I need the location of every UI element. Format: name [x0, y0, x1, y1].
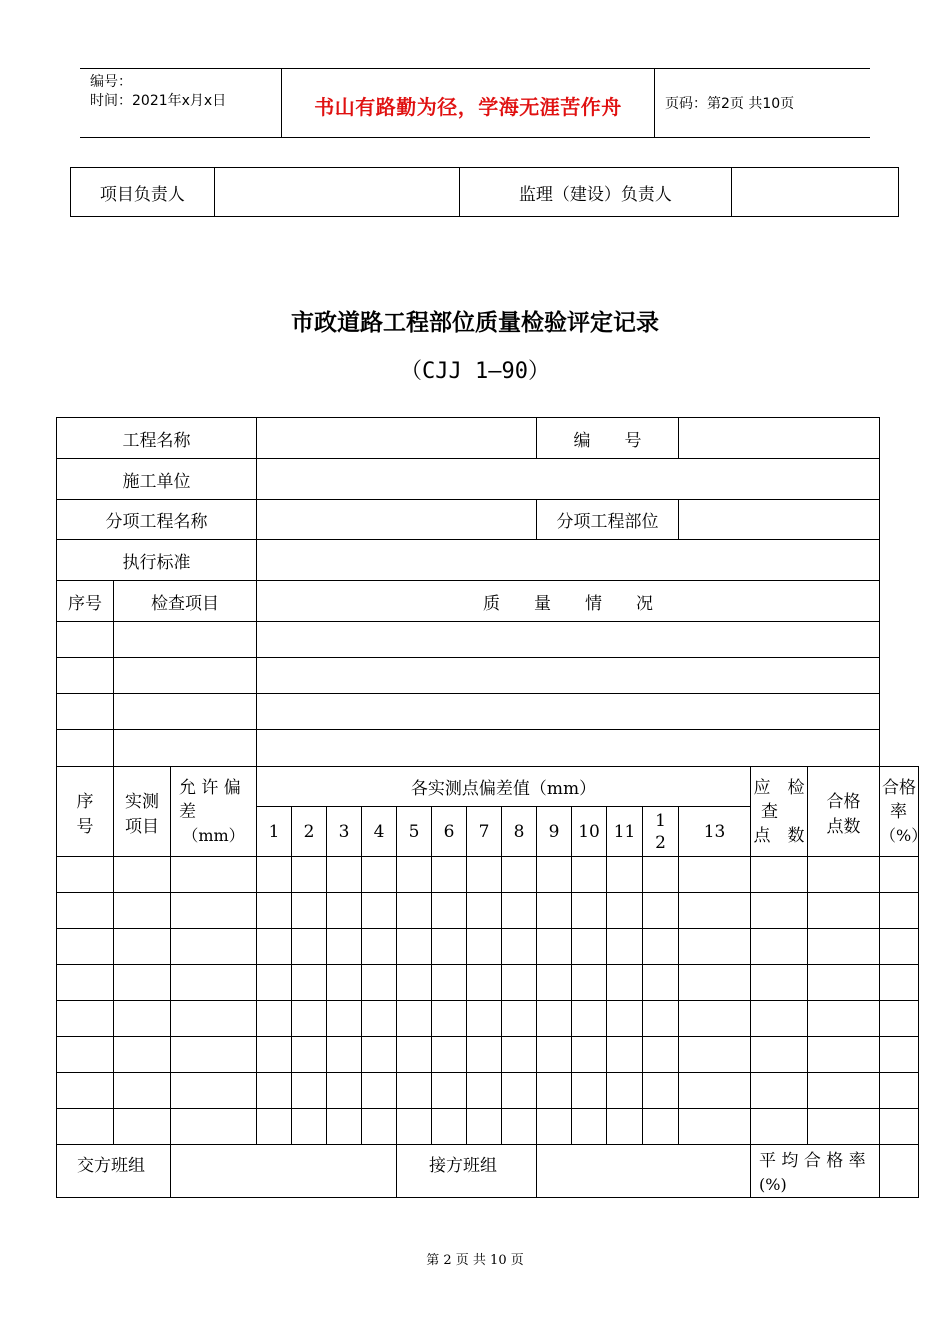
standard-field[interactable]: [257, 540, 880, 581]
measurement-cell[interactable]: [643, 965, 679, 1001]
table-row: [57, 730, 919, 767]
table-row: [57, 893, 919, 929]
measurement-cell[interactable]: [362, 965, 397, 1001]
construction-unit-field[interactable]: [257, 459, 880, 500]
allowed-line: （mm）: [182, 825, 245, 845]
measurement-cell[interactable]: [607, 857, 643, 893]
measurement-cell[interactable]: [171, 929, 257, 965]
measurement-cell[interactable]: [327, 965, 362, 1001]
measurement-cell[interactable]: [607, 1001, 643, 1037]
measurement-cell[interactable]: [537, 857, 572, 893]
measurement-cell[interactable]: [572, 893, 607, 929]
measurement-cell[interactable]: [57, 929, 114, 965]
seq2-line: 号: [76, 816, 94, 837]
time-label: 时间：2021年x月x日: [90, 93, 227, 109]
measurement-cell[interactable]: [537, 1001, 572, 1037]
measurement-cell[interactable]: [572, 1109, 607, 1145]
measurement-cell[interactable]: [327, 893, 362, 929]
measurement-cell[interactable]: [171, 1001, 257, 1037]
measurement-cell[interactable]: [327, 1001, 362, 1037]
measurement-cell[interactable]: [572, 1073, 607, 1109]
measurement-cell[interactable]: [397, 1037, 432, 1073]
measurement-cell[interactable]: [292, 1073, 327, 1109]
measurement-cell[interactable]: [257, 1001, 292, 1037]
measurement-cell[interactable]: [362, 857, 397, 893]
allowed-line: 允 许 偏: [179, 777, 241, 798]
measurement-cell[interactable]: [467, 965, 502, 1001]
pass-points-line: 点数: [826, 816, 861, 837]
measurement-cell[interactable]: [467, 857, 502, 893]
measurement-cell[interactable]: [327, 1109, 362, 1145]
avg-pass-rate-line: 平 均 合 格 率: [759, 1151, 866, 1171]
number-field[interactable]: [679, 418, 880, 459]
table-row: [57, 1109, 919, 1145]
measurement-cell[interactable]: [751, 1073, 808, 1109]
pass-points-line: 合格: [826, 791, 861, 812]
standard-label: 执行标准: [57, 540, 257, 581]
should-check-line: 应 检: [753, 777, 805, 798]
measurement-cell[interactable]: [432, 893, 467, 929]
measurement-cell[interactable]: [114, 857, 171, 893]
measurement-cell[interactable]: [502, 1073, 537, 1109]
measurement-cell[interactable]: [880, 1001, 919, 1037]
project-name-label: 工程名称: [57, 418, 257, 459]
measurement-cell[interactable]: [114, 1109, 171, 1145]
supervisor-lead-label: 监理（建设）负责人: [459, 168, 732, 217]
measurement-cell[interactable]: [432, 1073, 467, 1109]
point-number-cell: 3: [327, 807, 362, 857]
point-number-cell: 13: [679, 807, 751, 857]
quality-cell[interactable]: [257, 622, 880, 658]
check-item-cell[interactable]: [114, 622, 257, 658]
measurement-cell[interactable]: [257, 857, 292, 893]
measurement-cell[interactable]: [537, 893, 572, 929]
measurement-cell[interactable]: [171, 893, 257, 929]
allowed-line: 差: [179, 801, 196, 822]
measurement-cell[interactable]: [114, 893, 171, 929]
measurement-cell[interactable]: [57, 1001, 114, 1037]
measurement-cell[interactable]: [432, 1001, 467, 1037]
measurement-cell[interactable]: [679, 893, 751, 929]
measurement-cell[interactable]: [292, 929, 327, 965]
table-row: [57, 1073, 919, 1109]
pass-rate-line: 率: [890, 801, 908, 822]
measurement-cell[interactable]: [397, 857, 432, 893]
measurement-cell[interactable]: [751, 857, 808, 893]
measurement-cell[interactable]: [502, 857, 537, 893]
measurement-cell[interactable]: [880, 1109, 919, 1145]
measurement-cell[interactable]: [171, 965, 257, 1001]
quality-cell[interactable]: [257, 694, 880, 730]
measurement-cell[interactable]: [467, 1037, 502, 1073]
measurement-cell[interactable]: [679, 929, 751, 965]
point-number-cell: 1 2: [643, 807, 679, 857]
measurement-cell[interactable]: [171, 857, 257, 893]
measurement-cell[interactable]: [57, 1073, 114, 1109]
pass-rate-line: 合格: [882, 777, 917, 798]
measurement-cell[interactable]: [432, 929, 467, 965]
measurement-cell[interactable]: [808, 1073, 880, 1109]
measurement-cell[interactable]: [502, 1001, 537, 1037]
measured-line: 项目: [125, 816, 159, 837]
allowed-deviation-header: [171, 767, 257, 857]
quality-cell[interactable]: [257, 658, 880, 694]
construction-unit-label: 施工单位: [57, 459, 257, 500]
point-number-cell: 7: [467, 807, 502, 857]
measurement-cell[interactable]: [880, 1037, 919, 1073]
measurement-cell[interactable]: [362, 1073, 397, 1109]
receive-team-field[interactable]: [537, 1145, 751, 1198]
measurement-cell[interactable]: [751, 965, 808, 1001]
measurement-cell[interactable]: [880, 929, 919, 965]
point-number-cell: 4: [362, 807, 397, 857]
measurement-cell[interactable]: [880, 1073, 919, 1109]
measurement-cell[interactable]: [362, 1109, 397, 1145]
inspection-form: [56, 417, 928, 1198]
measurement-cell[interactable]: [327, 857, 362, 893]
table-row: [57, 658, 919, 694]
measurement-cell[interactable]: [572, 965, 607, 1001]
measurement-cell[interactable]: [114, 1001, 171, 1037]
measurement-cell[interactable]: [171, 1073, 257, 1109]
measurement-cell[interactable]: [537, 929, 572, 965]
avg-pass-rate-field[interactable]: [880, 1145, 919, 1198]
avg-pass-rate-label: [751, 1145, 880, 1198]
measurement-cell[interactable]: [808, 1109, 880, 1145]
measurement-cell[interactable]: [572, 857, 607, 893]
seq-cell[interactable]: [57, 658, 114, 694]
measurement-cell[interactable]: [432, 965, 467, 1001]
quality-header: 质 量 情 况: [257, 581, 880, 622]
measurement-cell[interactable]: [432, 1109, 467, 1145]
measurement-cell[interactable]: [751, 929, 808, 965]
point-number-cell: 8: [502, 807, 537, 857]
check-item-cell[interactable]: [114, 658, 257, 694]
measurement-cell[interactable]: [257, 1037, 292, 1073]
measurement-cell[interactable]: [114, 929, 171, 965]
handover-team-label: 交方班组: [57, 1145, 171, 1198]
measurement-cell[interactable]: [643, 893, 679, 929]
should-check-header: [751, 767, 808, 857]
measurement-cell[interactable]: [292, 857, 327, 893]
measurement-cell[interactable]: [114, 1073, 171, 1109]
measurement-cell[interactable]: [572, 1037, 607, 1073]
measurement-cell[interactable]: [467, 893, 502, 929]
measurement-cell[interactable]: [537, 1109, 572, 1145]
measurement-cell[interactable]: [880, 857, 919, 893]
seq-header: 序号: [57, 581, 114, 622]
measured-item-header: [114, 767, 171, 857]
measurement-cell[interactable]: [679, 857, 751, 893]
sub-project-name-field[interactable]: [257, 500, 537, 540]
measurement-cell[interactable]: [808, 893, 880, 929]
measurement-cell[interactable]: [643, 1109, 679, 1145]
pass-points-header: [808, 767, 880, 857]
check-item-cell[interactable]: [114, 730, 257, 767]
point-number-cell: 6: [432, 807, 467, 857]
measurement-cell[interactable]: [467, 929, 502, 965]
measurement-cell[interactable]: [502, 893, 537, 929]
point-number-cell: 11: [607, 807, 643, 857]
table-row: [57, 1001, 919, 1037]
measurement-cell[interactable]: [114, 965, 171, 1001]
should-check-line: 查: [761, 801, 779, 822]
measurement-cell[interactable]: [327, 1073, 362, 1109]
measurement-cell[interactable]: [572, 1001, 607, 1037]
measurement-cell[interactable]: [808, 929, 880, 965]
seq-cell[interactable]: [57, 730, 114, 767]
measurement-cell[interactable]: [397, 1073, 432, 1109]
point-number-cell: 2: [292, 807, 327, 857]
motto: 书山有路勤为径，学海无涯苦作舟: [314, 95, 622, 119]
measurement-cell[interactable]: [537, 1037, 572, 1073]
table-row: [57, 965, 919, 1001]
sub-project-part-label: 分项工程部位: [537, 500, 679, 540]
measurement-cell[interactable]: [327, 929, 362, 965]
measurement-cell[interactable]: [607, 1073, 643, 1109]
sub-project-name-label: 分项工程名称: [57, 500, 257, 540]
measurement-cell[interactable]: [502, 1037, 537, 1073]
page-header: [80, 68, 870, 138]
project-lead-field[interactable]: [214, 168, 459, 217]
measurement-cell[interactable]: [257, 929, 292, 965]
measurement-cell[interactable]: [171, 1037, 257, 1073]
pass-rate-line: （%）: [880, 825, 928, 845]
measurement-cell[interactable]: [880, 965, 919, 1001]
measurement-cell[interactable]: [57, 1037, 114, 1073]
project-name-field[interactable]: [257, 418, 537, 459]
quality-cell[interactable]: [257, 730, 880, 767]
measurement-cell[interactable]: [362, 1037, 397, 1073]
number-field-label: 编 号: [537, 418, 679, 459]
measurement-cell[interactable]: [292, 965, 327, 1001]
table-row: [57, 857, 919, 893]
pass-rate-header: [880, 767, 928, 857]
measurement-cell[interactable]: [643, 857, 679, 893]
receive-team-label: 接方班组: [397, 1145, 537, 1198]
measurement-cell[interactable]: [607, 929, 643, 965]
measurement-cell[interactable]: [467, 1109, 502, 1145]
should-check-line: 点 数: [753, 825, 805, 846]
table-row: [57, 622, 919, 658]
measurement-cell[interactable]: [607, 1109, 643, 1145]
measurement-cell[interactable]: [643, 929, 679, 965]
handover-team-field[interactable]: [171, 1145, 397, 1198]
measurement-cell[interactable]: [537, 1073, 572, 1109]
measurement-cell[interactable]: [362, 929, 397, 965]
measurement-cell[interactable]: [397, 1109, 432, 1145]
project-lead-label: 项目负责人: [71, 168, 215, 217]
header-meta: [90, 73, 226, 111]
seq-cell[interactable]: [57, 694, 114, 730]
measurement-cell[interactable]: [397, 1001, 432, 1037]
point-number-cell: 1: [257, 807, 292, 857]
measurement-cell[interactable]: [751, 893, 808, 929]
deviation-header: 各实测点偏差值（mm）: [257, 767, 751, 807]
measurement-cell[interactable]: [679, 1109, 751, 1145]
responsible-table: [70, 167, 899, 217]
measurement-cell[interactable]: [397, 929, 432, 965]
measurement-cell[interactable]: [257, 1109, 292, 1145]
measurement-cell[interactable]: [643, 1001, 679, 1037]
measurement-cell[interactable]: [572, 929, 607, 965]
measurement-cell[interactable]: [171, 1109, 257, 1145]
measurement-cell[interactable]: [432, 857, 467, 893]
measurement-cell[interactable]: [57, 1109, 114, 1145]
seq2-line: 序: [76, 791, 94, 812]
measurement-cell[interactable]: [537, 965, 572, 1001]
measurement-cell[interactable]: [362, 1001, 397, 1037]
table-row: [57, 1037, 919, 1073]
seq2-header: [57, 767, 114, 857]
measurement-cell[interactable]: [57, 893, 114, 929]
point-number-cell: 9: [537, 807, 572, 857]
page-subtitle: （CJJ 1—90）: [400, 359, 550, 384]
number-label: 编号：: [90, 74, 132, 90]
sub-project-part-field[interactable]: [679, 500, 880, 540]
measurement-cell[interactable]: [808, 1001, 880, 1037]
measurement-cell[interactable]: [808, 1037, 880, 1073]
page-info: 页码：第2页 共10页: [665, 96, 795, 112]
measurement-cell[interactable]: [808, 857, 880, 893]
measurement-cell[interactable]: [880, 893, 919, 929]
measurement-cell[interactable]: [751, 1001, 808, 1037]
table-row: [57, 694, 919, 730]
measurement-cell[interactable]: [643, 1073, 679, 1109]
avg-pass-rate-line: (%): [759, 1175, 787, 1194]
measurement-cell[interactable]: [292, 1037, 327, 1073]
page-title: 市政道路工程部位质量检验评定记录: [291, 309, 659, 336]
measurement-cell[interactable]: [751, 1037, 808, 1073]
measurement-cell[interactable]: [607, 893, 643, 929]
measurement-cell[interactable]: [292, 893, 327, 929]
measurement-cell[interactable]: [397, 965, 432, 1001]
table-row: [57, 929, 919, 965]
measurement-cell[interactable]: [607, 1037, 643, 1073]
seq-cell[interactable]: [57, 622, 114, 658]
measurement-cell[interactable]: [432, 1037, 467, 1073]
point-number-cell: 10: [572, 807, 607, 857]
check-item-cell[interactable]: [114, 694, 257, 730]
measurement-cell[interactable]: [292, 1109, 327, 1145]
measurement-cell[interactable]: [397, 893, 432, 929]
measurement-cell[interactable]: [808, 965, 880, 1001]
point-number-cell: 5: [397, 807, 432, 857]
measurement-cell[interactable]: [679, 1073, 751, 1109]
measurement-cell[interactable]: [502, 929, 537, 965]
header-divider: [654, 69, 655, 137]
measurement-cell[interactable]: [679, 965, 751, 1001]
measurement-cell[interactable]: [292, 1001, 327, 1037]
measured-line: 实测: [125, 791, 159, 812]
measurement-cell[interactable]: [257, 1073, 292, 1109]
measurement-rows: [57, 857, 919, 1145]
check-item-header: 检查项目: [114, 581, 257, 622]
measurement-cell[interactable]: [643, 1037, 679, 1073]
measurement-cell[interactable]: [467, 1001, 502, 1037]
measurement-cell[interactable]: [502, 1109, 537, 1145]
measurement-cell[interactable]: [57, 857, 114, 893]
measurement-cell[interactable]: [467, 1073, 502, 1109]
measurement-cell[interactable]: [751, 1109, 808, 1145]
measurement-cell[interactable]: [327, 1037, 362, 1073]
measurement-cell[interactable]: [114, 1037, 171, 1073]
measurement-cell[interactable]: [679, 1037, 751, 1073]
measurement-cell[interactable]: [502, 965, 537, 1001]
measurement-cell[interactable]: [257, 965, 292, 1001]
measurement-cell[interactable]: [362, 893, 397, 929]
measurement-cell[interactable]: [679, 1001, 751, 1037]
supervisor-lead-field[interactable]: [732, 168, 899, 217]
measurement-cell[interactable]: [57, 965, 114, 1001]
page-footer: 第 2 页 共 10 页: [426, 1253, 524, 1268]
measurement-cell[interactable]: [257, 893, 292, 929]
measurement-cell[interactable]: [607, 965, 643, 1001]
